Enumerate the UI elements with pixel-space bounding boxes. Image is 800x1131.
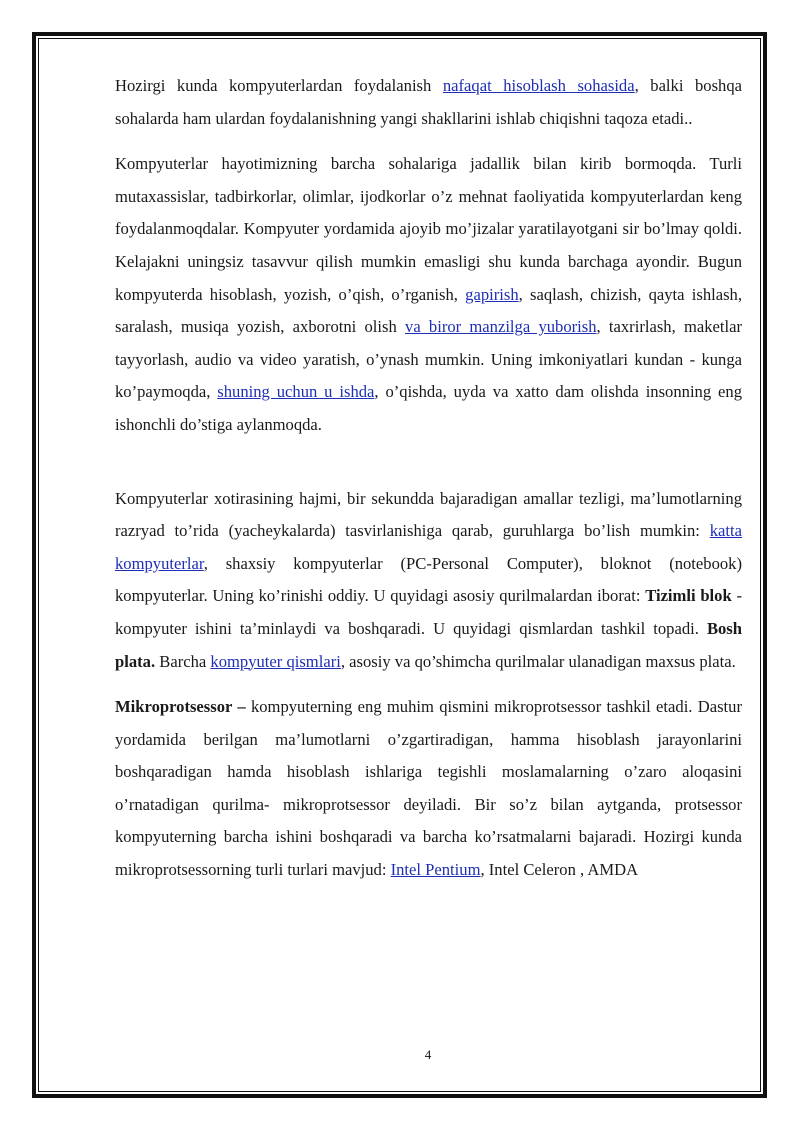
paragraph-4 (115, 691, 742, 887)
link-nafaqat-hisoblash-sohasida[interactable]: nafaqat hisoblash sohasida (442, 76, 635, 95)
text-span: , o’qishda, uyda va xatto dam olishda insonning eng ishonchli do’stiga aylanmoqda. (115, 382, 743, 434)
text-span: , taxrirlash, maketlar tayyorlash, audio va video yaratish, o’ynash mumkin. Uning imkoniyatlari kundan - kunga ko’paymoqda, (115, 317, 742, 402)
text-span: , balki boshqa sohalarda ham ulardan foydalanishning yangi shakllarini ishlab chiqishni taqoza etadi.. (115, 76, 742, 128)
link-intel-pentium[interactable]: Intel Pentium (390, 860, 481, 880)
text-span: , saqlash, chizish, qayta ishlash, saralash, musiqa yozish, axborotni olish (115, 284, 742, 337)
text-span: , Intel Celeron , AMDA (480, 860, 639, 880)
text-span: - kompyuter ishini ta’minlaydi va boshqaradi. U quyidagi qismlardan tashkil topadi. (115, 586, 742, 638)
link-kompyuter-qismlari[interactable]: kompyuter qismlari (210, 651, 341, 671)
term-tizimli-blok: Tizimli blok (645, 586, 732, 606)
term-bosh-plata: Bosh plata. (115, 618, 742, 671)
link-va-biror-manzilga-yuborish[interactable]: va biror manzilga yuborish (405, 317, 597, 337)
paragraph-3 (115, 483, 742, 679)
text-span: , asosiy va qo’shimcha qurilmalar ulanadigan maxsus plata. (340, 651, 736, 671)
text-span: Hozirgi kunda kompyuterlardan foydalanish (115, 76, 443, 95)
text-span: Kompyuterlar hayotimizning barcha sohalariga jadallik bilan kirib bormoqda. Turli mutaxassislar, tadbirkorlar, olimlar, ijodkorlar o’z mehnat faoliyatida kompyuterlardan keng foydalanmoqdalar. Kompyuter yordamida ajoyib mo’jizalar yaratilayotgani sir bo’lmay qoldi. Kelajakni uningsiz tasavvur qilish mumkin emasligi shu kunda barchaga ayondir. Bugun kompyuterda hisoblash, yozish, o’qish, o’rganish, (115, 154, 742, 304)
link-katta-kompyuterlar[interactable]: katta kompyuterlar (115, 521, 742, 573)
text-span: Barcha (155, 651, 211, 671)
document-body (115, 70, 742, 900)
link-gapirish[interactable]: gapirish (465, 284, 519, 304)
link-shuning-uchun-u-ishda[interactable]: shuning uchun u ishda (217, 382, 375, 402)
paragraph-2 (115, 148, 742, 441)
paragraph-1 (115, 70, 742, 135)
page-number: 4 (424, 1047, 432, 1062)
term-mikroprotsessor: Mikroprotsessor – (115, 697, 246, 717)
text-span: kompyuterning eng muhim qismini mikroprotsessor tashkil etadi. Dastur yordamida berilgan ma’lumotlarni o’zgartiradigan, hamma hisoblash jarayonlarini boshqaradigan hamda hisoblash ishlariga tegishli moslamalarning o’zaro aloqasini o’rnatadigan qurilma- mikroprotsessor deyiladi. Bir so’z bilan aytganda, protsessor kompyuterning barcha ishini boshqaradi va barcha ko’rsatmalarni bajaradi. Hozirgi kunda mikroprotsessorning turli turlari mavjud: (115, 697, 742, 880)
text-span: , shaxsiy kompyuterlar (PC-Personal Computer), bloknot (notebook) kompyuterlar. Uning ko’rinishi oddiy. U quyidagi asosiy qurilmalardan iborat: (115, 553, 742, 606)
text-span: Kompyuterlar xotirasining hajmi, bir sekundda bajaradigan amallar tezligi, ma’lumotlarning razryad to’rida (yacheykalarda) tasvirlanishiga qarab, guruhlarga bo’lish mumkin: (115, 488, 742, 541)
